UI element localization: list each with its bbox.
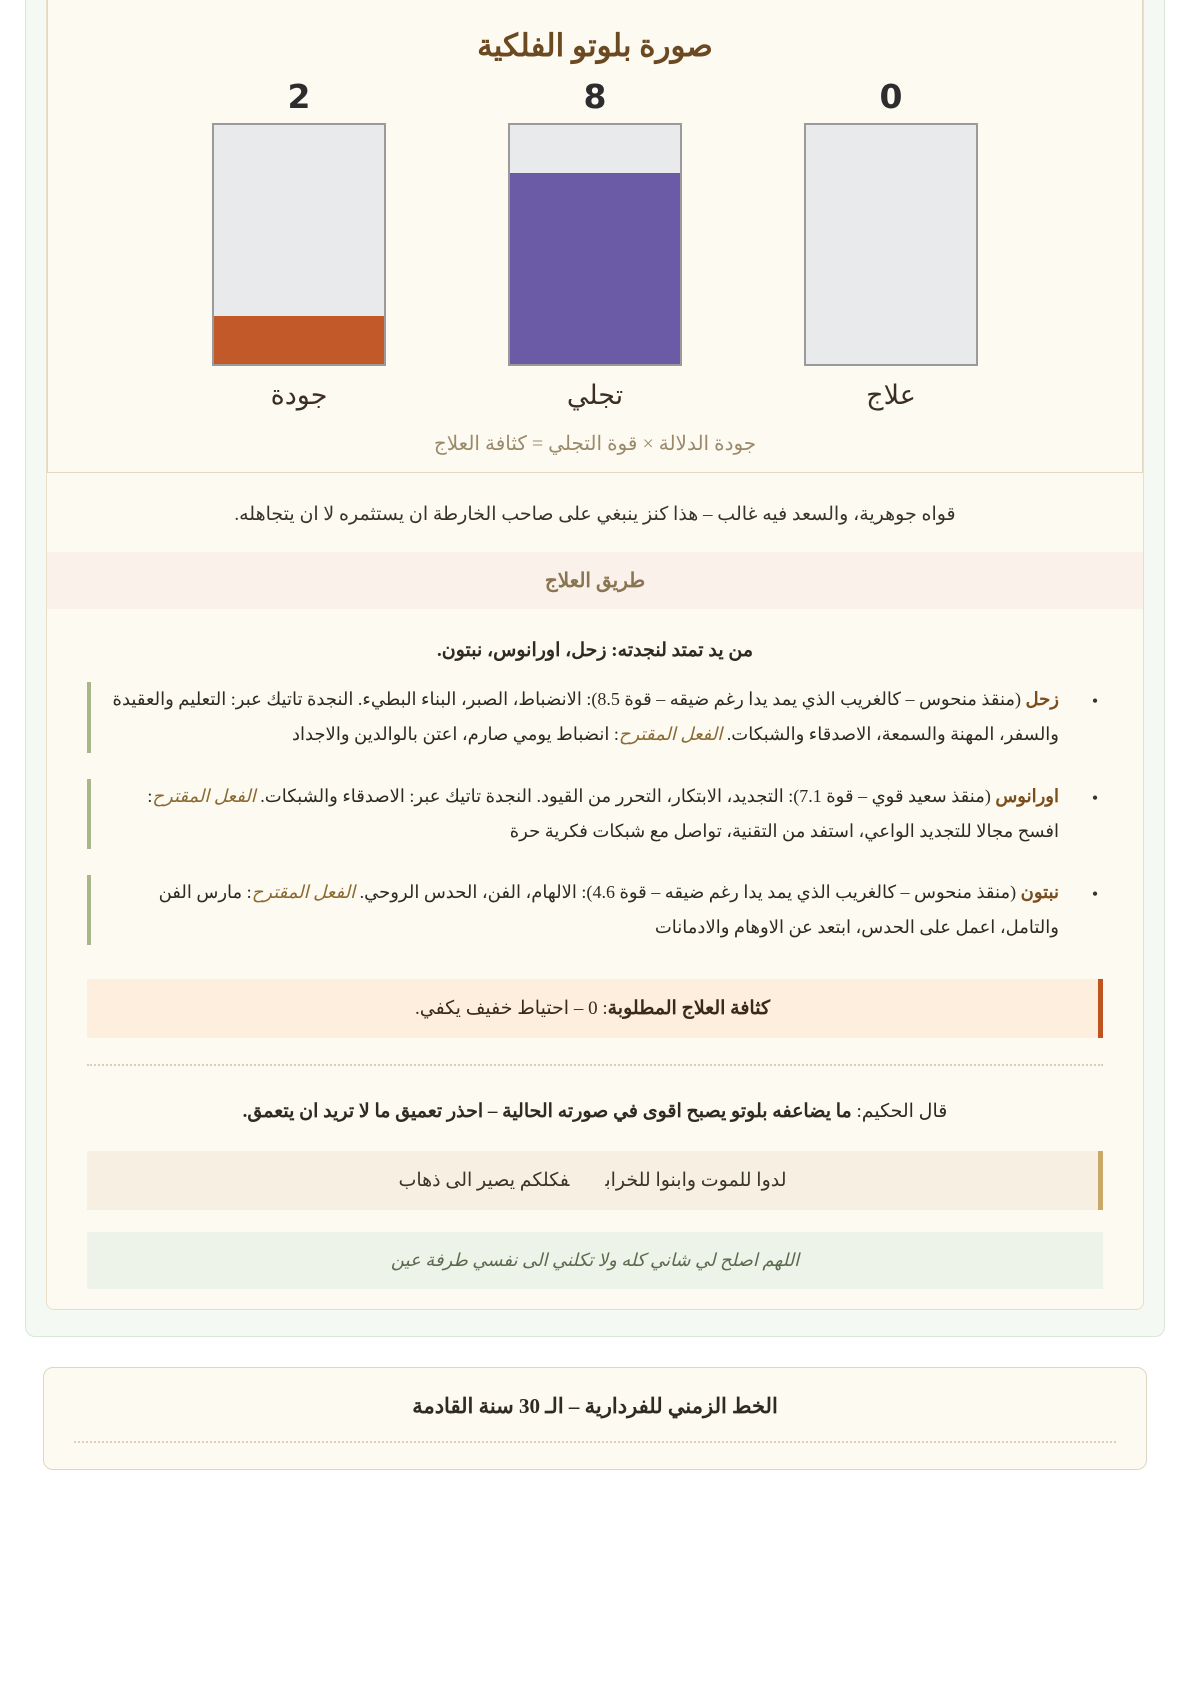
- action-label-uranus: الفعل المقترح: [152, 785, 256, 806]
- chart-title: صورة بلوتو الفلكية: [477, 28, 713, 63]
- report-panel-outer: [25, 0, 1165, 1337]
- chart-formula-caption: جودة الدلالة × قوة التجلي = كثافة العلاج: [433, 433, 757, 455]
- action-label-neptune: الفعل المقترح: [251, 881, 356, 902]
- bullet-body-saturn: [87, 682, 1073, 752]
- bar-fill-manifest: [510, 173, 680, 364]
- prayer-callout: اللهم اصلح لي شاني كله ولا تكلني الى نفسي طرفة عين: [87, 1232, 1103, 1289]
- bullet-dot-icon: •: [1091, 787, 1099, 808]
- wisdom-line: [47, 1092, 1143, 1145]
- planet-detail-saturn: (منقذ منحوس – كالغريب الذي يمد يدا رغم ضيقه – قوة 8.5): الانضباط، الصبر، البناء البطيء. النجدة تاتيك عبر: التعليم والعقيدة والسفر، المهنة والسمعة، الاصدقاء والشبكات.: [112, 689, 1059, 745]
- action-text-neptune: : مارس الفن والتامل، اعمل على الحدس، ابتعد عن الاوهام والادمانات: [158, 881, 1059, 937]
- treatment-bullet-list: [47, 676, 1143, 973]
- bar-label-manifest: تجلي: [566, 380, 624, 410]
- bar-value-manifest: 8: [583, 77, 607, 116]
- bar-group-manifest: [507, 77, 683, 411]
- bullet-body-neptune: [87, 875, 1073, 945]
- planet-name-uranus: اورانوس: [995, 785, 1059, 806]
- verse-callout: [87, 1151, 1103, 1210]
- bar-label-treatment: علاج: [866, 380, 916, 410]
- bar-chart-plot: [48, 68, 1142, 411]
- planet-name-saturn: زحل: [1025, 689, 1059, 710]
- bullet-dot-icon: •: [1091, 691, 1099, 712]
- wisdom-text: ما يضاعفه بلوتو يصبح اقوى في صورته الحالية – احذر تعميق ما لا تريد ان يتعمق.: [242, 1100, 852, 1122]
- planet-detail-uranus: (منقذ سعيد قوي – قوة 7.1): التجديد، الابتكار، التحرر من القيود. النجدة تاتيك عبر: الاصدقاء والشبكات.: [260, 785, 991, 806]
- density-label: كثافة العلاج المطلوبة: [607, 997, 770, 1019]
- narrative-intro: قواه جوهرية، والسعد فيه غالب – هذا كنز ينبغي على صاحب الخارطة ان يستثمره لا ان يتجاهله.: [234, 504, 956, 525]
- list-item: [87, 682, 1103, 752]
- wisdom-prefix: قال الحكيم:: [851, 1100, 948, 1122]
- action-text-saturn: : انضباط يومي صارم، اعتن بالوالدين والاجداد: [291, 724, 619, 745]
- bar-track-manifest: [508, 123, 682, 366]
- timeline-divider: [74, 1441, 1116, 1443]
- bar-track-treatment: [804, 123, 978, 366]
- planet-detail-neptune: (منقذ منحوس – كالغريب الذي يمد يدا رغم ضيقه – قوة 4.6): الالهام، الفن، الحدس الروحي.: [359, 881, 1017, 902]
- bar-label-quality: جودة: [270, 380, 328, 410]
- bullet-body-uranus: [87, 779, 1073, 849]
- verse-second-hemistich: فكلكم يصير الى ذهاب: [398, 1169, 570, 1191]
- pluto-chart-card: [47, 0, 1143, 473]
- report-panel-inner: [46, 0, 1144, 1310]
- treatment-lead-line: من يد تمتد لنجدته: زحل، اورانوس، نبتون.: [437, 640, 753, 662]
- bar-group-quality: [211, 77, 387, 411]
- bar-group-treatment: [803, 77, 979, 411]
- timeline-card: [43, 1367, 1147, 1470]
- verse-first-hemistich: لدوا للموت وابنوا للخراب: [605, 1169, 787, 1191]
- action-text-uranus: : افسح مجالا للتجديد الواعي، استفد من التقنية، تواصل مع شبكات فكرية حرة: [147, 785, 1059, 841]
- timeline-title: الخط الزمني للفردارية – الـ 30 سنة القادمة: [412, 1393, 778, 1418]
- list-item: [87, 875, 1103, 945]
- treatment-density-callout: [87, 979, 1103, 1038]
- bar-value-treatment: 0: [879, 77, 903, 116]
- section-band-treatment: طريق العلاج: [47, 552, 1143, 609]
- action-label-saturn: الفعل المقترح: [618, 724, 723, 745]
- bar-value-quality: 2: [287, 77, 311, 116]
- list-item: [87, 779, 1103, 849]
- bar-track-quality: [212, 123, 386, 366]
- bar-fill-quality: [214, 316, 384, 364]
- bullet-dot-icon: •: [1091, 883, 1099, 904]
- planet-name-neptune: نبتون: [1020, 881, 1059, 902]
- density-value: : 0 – احتياط خفيف يكفي.: [414, 997, 608, 1019]
- section-divider: [87, 1064, 1103, 1066]
